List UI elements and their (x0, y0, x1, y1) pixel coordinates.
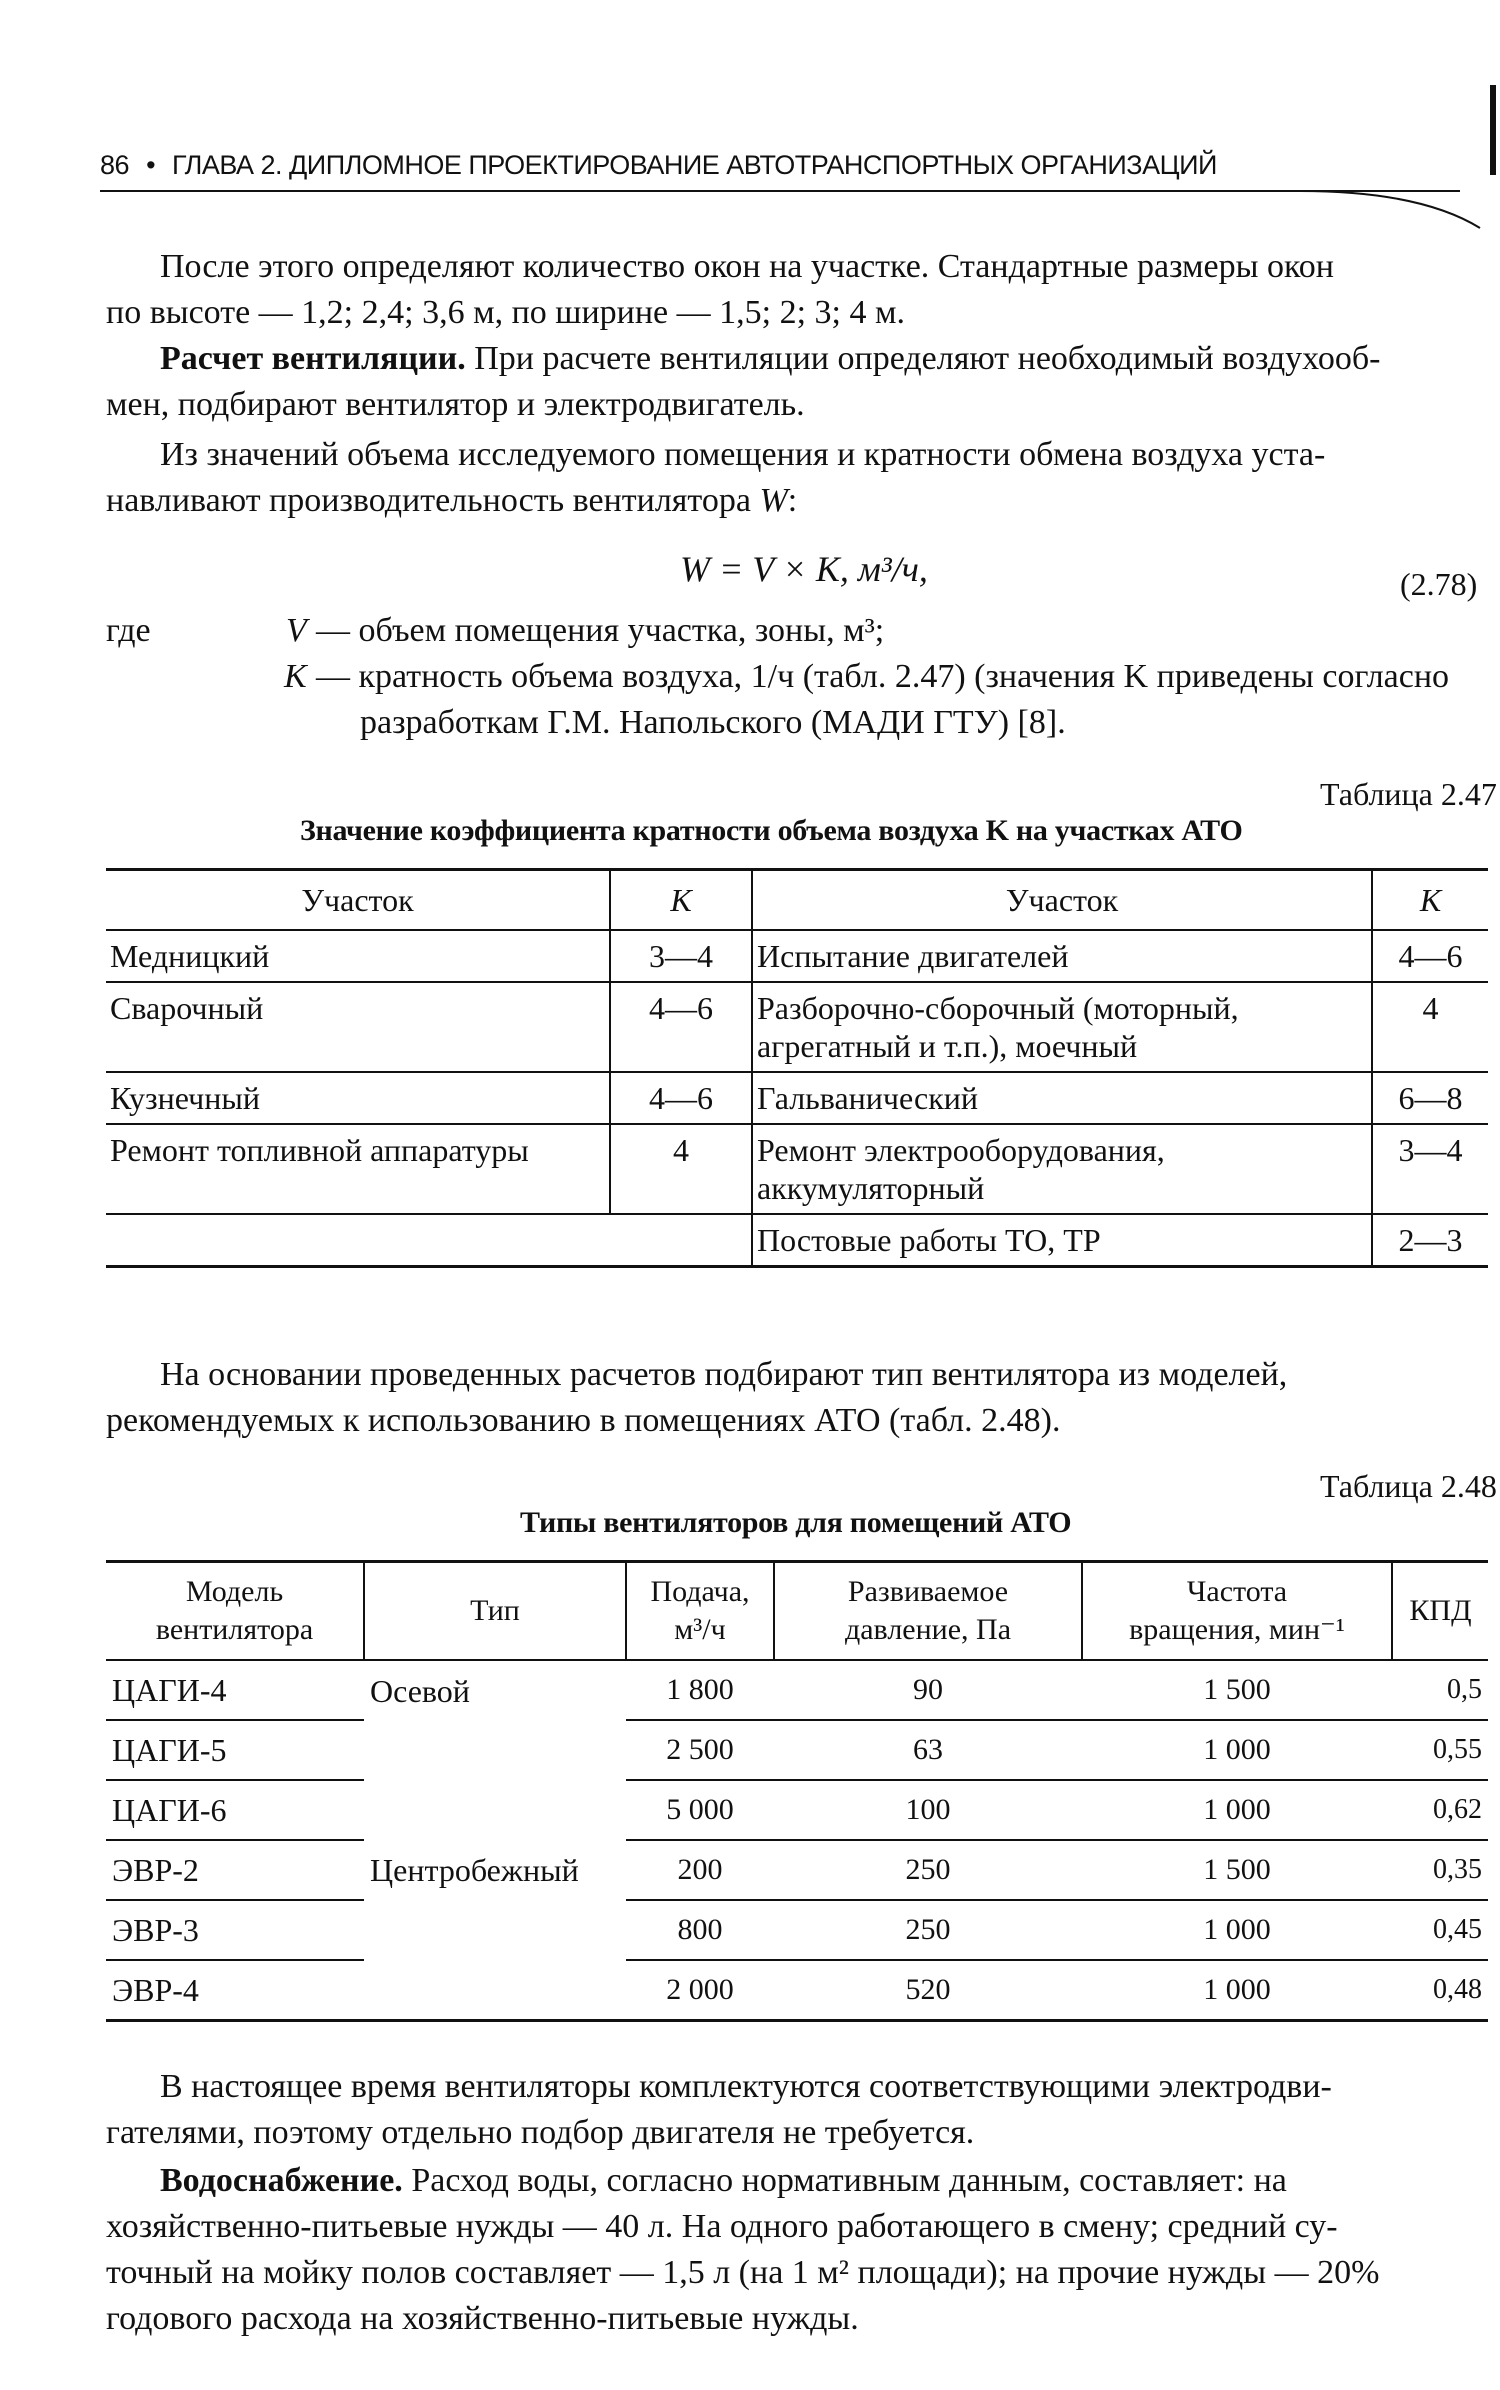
col-header-section: Участок (106, 870, 610, 931)
cell-k: 4—6 (610, 982, 752, 1072)
para2-heading: Расчет вентиляции. (160, 340, 466, 377)
para6-line4: годового расхода на хозяйственно-питьевые нужды. (106, 2300, 859, 2337)
cell-rpm: 1 000 (1082, 1960, 1392, 2021)
cell-pressure: 63 (774, 1720, 1082, 1780)
cell-rpm: 1 500 (1082, 1660, 1392, 1720)
cell-model: ЦАГИ-6 (106, 1780, 364, 1840)
cell-efficiency: 0,35 (1392, 1840, 1488, 1900)
cell-rpm: 1 000 (1082, 1780, 1392, 1840)
table-row (106, 1660, 1488, 1720)
cell-rpm: 1 000 (1082, 1900, 1392, 1960)
cell-pressure: 250 (774, 1840, 1082, 1900)
table-row (106, 930, 1488, 982)
cell-type: Осевой (370, 1673, 470, 1709)
cell-k: 3—4 (610, 930, 752, 982)
cell-section: Ремонт электрооборудования, аккумуляторный (752, 1124, 1372, 1214)
cell-model: ЭВР-3 (106, 1900, 364, 1960)
cell-rpm: 1 500 (1082, 1840, 1392, 1900)
table-fan-types (106, 1560, 1488, 2022)
chapter-title: ГЛАВА 2. ДИПЛОМНОЕ ПРОЕКТИРОВАНИЕ АВТОТРАНСПОРТНЫХ ОРГАНИЗАЦИЙ (172, 150, 1217, 180)
para6-line2: хозяйственно-питьевые нужды — 40 л. На одного работающего в смену; средний су- (106, 2208, 1338, 2245)
col-header-pressure: Развиваемое давление, Па (774, 1562, 1082, 1661)
col-header-type: Тип (364, 1562, 626, 1661)
para3-line1: Из значений объема исследуемого помещения и кратности обмена воздуха уста- (160, 436, 1326, 473)
table-row (106, 1840, 1488, 1900)
table-row (106, 1214, 1488, 1267)
cell-efficiency: 0,62 (1392, 1780, 1488, 1840)
cell-flow: 2 000 (626, 1960, 774, 2021)
cell-section: Постовые работы ТО, ТР (752, 1214, 1372, 1267)
cell-k: 4—6 (610, 1072, 752, 1124)
cell-efficiency: 0,45 (1392, 1900, 1488, 1960)
k-symbol: K (284, 658, 307, 695)
cell-efficiency: 0,5 (1392, 1660, 1488, 1720)
equation-number: (2.78) (1400, 566, 1478, 602)
page-edge-mark (1490, 85, 1496, 175)
cell-model: ЦАГИ-5 (106, 1720, 364, 1780)
cell-model: ЦАГИ-4 (106, 1660, 364, 1720)
cell-type: Центробежный (364, 1840, 626, 2021)
cell-k: 3—4 (1372, 1124, 1488, 1214)
cell-model: ЭВР-4 (106, 1960, 364, 2021)
col-header-model: Модель вентилятора (106, 1562, 364, 1661)
cell-flow: 2 500 (626, 1720, 774, 1780)
cell-pressure: 250 (774, 1900, 1082, 1960)
table1-title: Значение коэффициента кратности объема воздуха K на участках АТО (300, 814, 1243, 847)
v-definition: — объем помещения участка, зоны, м³; (316, 612, 885, 649)
para1-line2: по высоте — 1,2; 2,4; 3,6 м, по ширине — 1,5; 2; 3; 4 м. (106, 294, 905, 331)
formula: W = V × K, м³/ч, (680, 549, 928, 589)
col-header-flow: Подача, м³/ч (626, 1562, 774, 1661)
para3-line2-end: : (787, 482, 798, 519)
cell-section: Медницкий (106, 930, 610, 982)
table-row (106, 1720, 1488, 1780)
k-definition-line1: — кратность объема воздуха, 1/ч (табл. 2.47) (значения K приведены согласно (316, 658, 1450, 695)
para5-line2: гателями, поэтому отдельно подбор двигателя не требуется. (106, 2114, 975, 2151)
cell-pressure: 100 (774, 1780, 1082, 1840)
para3-line2-text: навливают производительность вентилятора (106, 482, 760, 519)
table-row (106, 1960, 1488, 2021)
cell-k: 4—6 (1372, 930, 1488, 982)
cell-section: Ремонт топливной аппаратуры (106, 1124, 610, 1214)
para2-line1 (160, 336, 1380, 382)
col-header-k: K (1372, 870, 1488, 931)
para6-line1-text: Расход воды, согласно нормативным данным, составляет: на (402, 2162, 1287, 2199)
para6-line3: точный на мойку полов составляет — 1,5 л (на 1 м² площади); на прочие нужды — 20% (106, 2254, 1380, 2291)
col-header-efficiency: КПД (1392, 1562, 1488, 1661)
table2-label: Таблица 2.48 (1320, 1468, 1497, 1504)
cell-k: 2—3 (1372, 1214, 1488, 1267)
cell-flow: 800 (626, 1900, 774, 1960)
col-header-k: K (610, 870, 752, 931)
k-definition-line2: разработкам Г.М. Напольского (МАДИ ГТУ) [8]. (360, 704, 1066, 741)
cell-section (106, 1214, 610, 1267)
cell-pressure: 90 (774, 1660, 1082, 1720)
cell-efficiency: 0,55 (1392, 1720, 1488, 1780)
where-word: где (106, 612, 151, 649)
cell-section: Гальванический (752, 1072, 1372, 1124)
header-rule (100, 190, 1460, 192)
cell-section: Сварочный (106, 982, 610, 1072)
cell-pressure: 520 (774, 1960, 1082, 2021)
table-header-row (106, 1562, 1488, 1661)
para4-line2: рекомендуемых к использованию в помещениях АТО (табл. 2.48). (106, 1402, 1061, 1439)
para2-line2: мен, подбирают вентилятор и электродвигатель. (106, 386, 805, 423)
v-symbol: V (286, 612, 307, 649)
cell-section: Кузнечный (106, 1072, 610, 1124)
cell-k: 4 (610, 1124, 752, 1214)
table1-label: Таблица 2.47 (1320, 776, 1497, 812)
para3-line2 (106, 478, 797, 524)
table-row (106, 982, 1488, 1072)
para1-line1: После этого определяют количество окон на участке. Стандартные размеры окон (160, 248, 1334, 285)
cell-flow: 1 800 (626, 1660, 774, 1720)
running-header (100, 150, 1217, 181)
cell-section: Разборочно-сборочный (моторный, агрегатный и т.п.), моечный (752, 982, 1372, 1072)
para6-line1 (160, 2158, 1287, 2204)
col-header-section: Участок (752, 870, 1372, 931)
para4-line1: На основании проведенных расчетов подбирают тип вентилятора из моделей, (160, 1356, 1288, 1393)
cell-flow: 5 000 (626, 1780, 774, 1840)
cell-efficiency: 0,48 (1392, 1960, 1488, 2021)
table-row (106, 1780, 1488, 1840)
page-number: 86 (100, 150, 130, 180)
table-row (106, 1072, 1488, 1124)
table-row (106, 1124, 1488, 1214)
para6-heading: Водоснабжение. (160, 2162, 403, 2199)
col-header-rpm: Частота вращения, мин⁻¹ (1082, 1562, 1392, 1661)
cell-k: 6—8 (1372, 1072, 1488, 1124)
para3-variable: W (759, 482, 788, 519)
table-air-exchange (106, 868, 1488, 1268)
table2-title: Типы вентиляторов для помещений АТО (520, 1506, 1072, 1539)
cell-model: ЭВР-2 (106, 1840, 364, 1900)
para5-line1: В настоящее время вентиляторы комплектуются соответствующими электродви- (160, 2068, 1332, 2105)
para2-line1-text: При расчете вентиляции определяют необходимый воздухооб- (465, 340, 1381, 377)
table-header-row (106, 870, 1488, 931)
cell-flow: 200 (626, 1840, 774, 1900)
header-rule-curve (1300, 188, 1490, 238)
cell-k: 4 (1372, 982, 1488, 1072)
cell-k (610, 1214, 752, 1267)
cell-section: Испытание двигателей (752, 930, 1372, 982)
cell-rpm: 1 000 (1082, 1720, 1392, 1780)
header-bullet: • (146, 150, 156, 180)
table-row (106, 1900, 1488, 1960)
